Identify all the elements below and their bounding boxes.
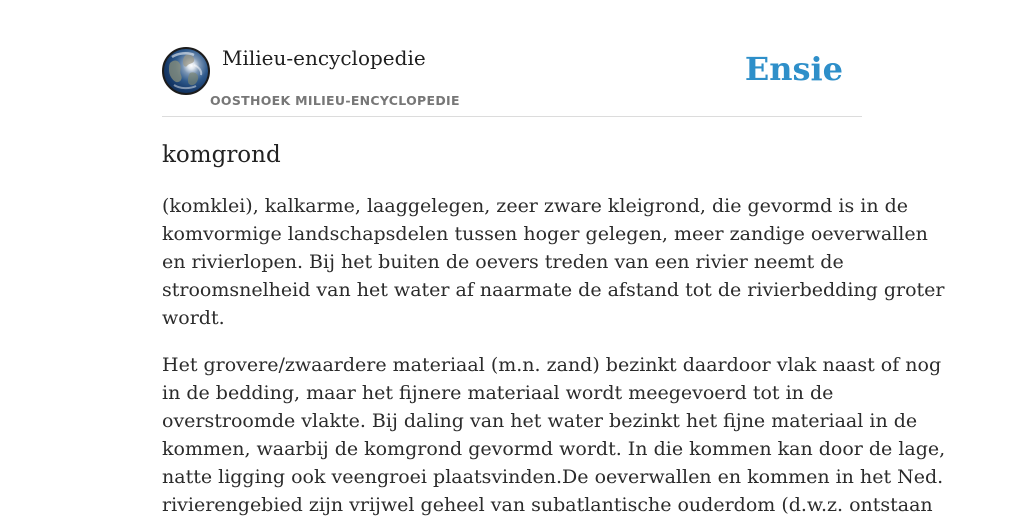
text-line: natte ligging ook veengroei plaatsvinden.De oeverwallen en kommen in het Ned. — [162, 466, 944, 488]
text-line: en rivierlopen. Bij het buiten de oevers treden van een rivier neemt de — [162, 251, 844, 273]
site-header — [162, 0, 862, 117]
text-line: kommen, waarbij de komgrond gevormd wordt. In die kommen kan door de lage, — [162, 438, 946, 460]
text-line: overstroomde vlakte. Bij daling van het water bezinkt het fijne materiaal in de — [162, 410, 918, 432]
entry-title: komgrond — [162, 142, 281, 168]
article-page — [162, 0, 946, 516]
text-line: (komklei), kalkarme, laaggelegen, zeer zware kleigrond, die gevormd is in de — [162, 195, 909, 217]
ensie-logo-link[interactable]: Ensie — [744, 50, 843, 88]
text-line: in de bedding, maar het fijnere materiaal wordt meegevoerd tot in de — [162, 382, 834, 404]
text-line: Het grovere/zwaardere materiaal (m.n. zand) bezinkt daardoor vlak naast of nog — [162, 354, 942, 376]
text-line: komvormige landschapsdelen tussen hoger gelegen, meer zandige oeverwallen — [162, 223, 928, 245]
entry-paragraph-2 — [162, 351, 946, 519]
entry-paragraph-1 — [162, 192, 945, 332]
earth-globe-icon[interactable] — [162, 47, 210, 95]
text-line: wordt. — [162, 307, 225, 329]
globe-graphic — [164, 49, 208, 93]
text-line: rivierengebied zijn vrijwel geheel van subatlantische ouderdom (d.w.z. ontstaan — [162, 494, 933, 516]
site-name-link[interactable]: Milieu-encyclopedie — [222, 46, 426, 70]
text-line: stroomsnelheid van het water af naarmate de afstand tot de rivierbedding groter — [162, 279, 945, 301]
site-subtitle[interactable]: OOSTHOEK MILIEU-ENCYCLOPEDIE — [210, 93, 460, 108]
